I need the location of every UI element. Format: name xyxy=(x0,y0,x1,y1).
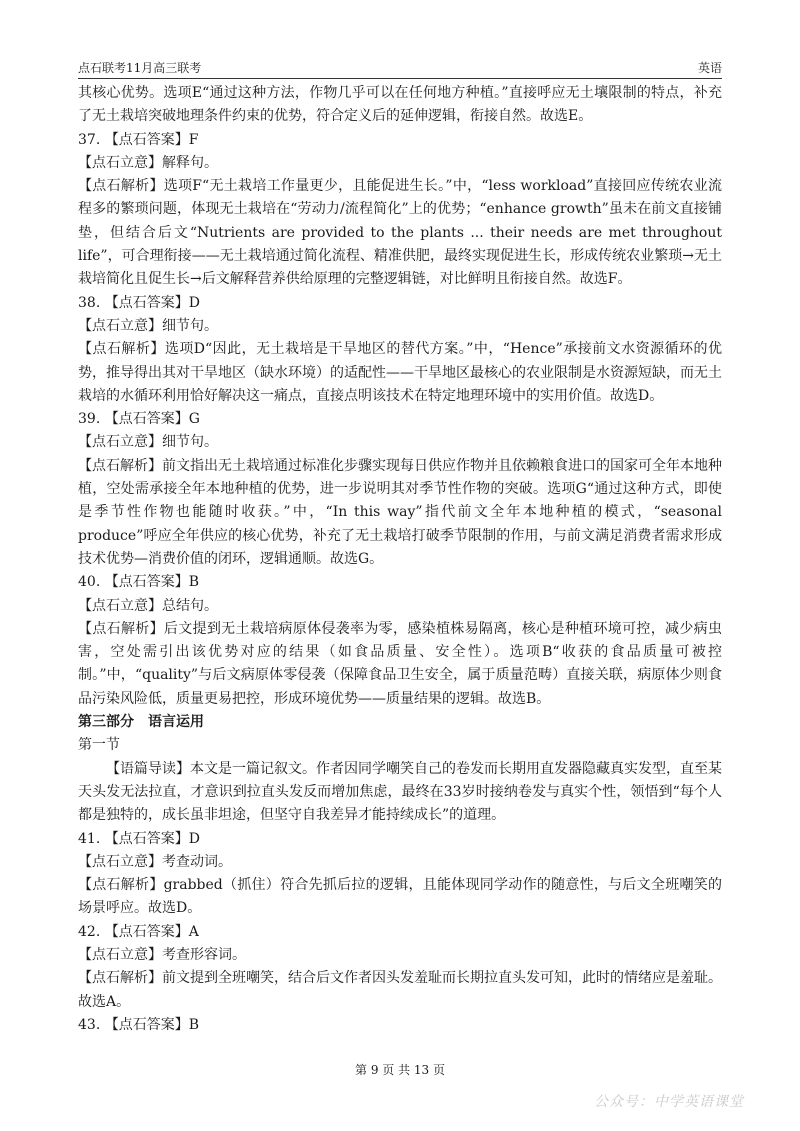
paragraph: 43. 【点石答案】B xyxy=(78,1016,200,1033)
paragraph: 其核心优势。选项E“通过这种方法，作物几乎可以在任何地方种植。”直接呼应无土壤限制的特点，补充了无土栽培突破地理条件约束的优势，符合定义后的延伸逻辑，衔接自然。故选E。 xyxy=(78,85,722,125)
paragraph: 【点石立意】细节句。 xyxy=(78,317,218,334)
paragraph: 【点石立意】总结句。 xyxy=(78,597,218,614)
paragraph: 【点石解析】前文指出无土栽培通过标准化步骤实现每日供应作物并且依赖粮食进口的国家可全年本地种植，空处需承接全年本地种植的优势，进一步说明其对季节性作物的突破。选项G“通过这种方式，即使是季节性作物也能随时收获。”中，“In this way”指代前文全年本地种植的模式，“seasonal produce”呼应全年供应的核心优势，补充了无土栽培打破季节限制的作用，与前文满足消费者需求形成技术优势—消费价值的闭环，逻辑通顺。故选G。 xyxy=(78,457,722,567)
section-heading: 第三部分 语言运用 xyxy=(78,714,204,731)
paragraph: 【点石立意】考查形容词。 xyxy=(78,946,246,963)
paragraph: 【点石解析】后文提到无土栽培病原体侵袭率为零，感染植株易隔离，核心是种植环境可控，减少病虫害，空处需引出该优势对应的结果（如食品质量、安全性）。选项B“收获的食品质量可被控制。”中，“quality”与后文病原体零侵袭（保障食品卫生安全，属于质量范畴）直接关联，病原体少则食品污染风险低，质量更易把控，形成环境优势——质量结果的逻辑。故选B。 xyxy=(78,620,722,707)
watermark: 公众号：中学英语课堂 xyxy=(594,1094,744,1110)
header-exam-title: 点石联考11月高三联考 xyxy=(78,61,202,75)
paragraph: 第一节 xyxy=(78,737,120,754)
paragraph: 【点石立意】细节句。 xyxy=(78,434,218,451)
page-number: 第 9 页 共 13 页 xyxy=(355,1063,445,1077)
paragraph: 40. 【点石答案】B xyxy=(78,574,200,591)
paragraph: 【点石解析】选项F“无土栽培工作量更少，且能促进生长。”中，“less workload”直接回应传统农业流程多的繁琐问题，体现无土栽培在“劳动力/流程简化”上的优势；“enhance growth”虽未在前文直接铺垫，但结合后文“Nutrients are provided to the plants ... their needs are met throughout life”，可合理衔接——无土栽培通过简化流程、精准供肥，最终实现促进生长，形成传统农业繁琐→无土栽培简化且促生长→后文解释营养供给原理的完整逻辑链，对比鲜明且衔接自然。故选F。 xyxy=(78,178,722,288)
header-subject: 英语 xyxy=(697,61,722,75)
paragraph: 38. 【点石答案】D xyxy=(78,294,200,311)
page-header xyxy=(78,56,722,79)
paragraph: 【点石立意】解释句。 xyxy=(78,154,218,171)
paragraph: 39. 【点石答案】G xyxy=(78,411,200,428)
paragraph: 41. 【点石答案】D xyxy=(78,830,200,847)
paragraph: 【点石立意】考查动词。 xyxy=(78,853,232,870)
paragraph: 【点石解析】前文提到全班嘲笑，结合后文作者因头发羞耻而长期拉直头发可知，此时的情绪应是羞耻。故选A。 xyxy=(78,970,722,1010)
paragraph: 42. 【点石答案】A xyxy=(78,923,199,940)
paragraph: 37. 【点石答案】F xyxy=(78,131,199,148)
paragraph: 【点石解析】grabbed（抓住）符合先抓后拉的逻辑，且能体现同学动作的随意性，与后文全班嘲笑的场景呼应。故选D。 xyxy=(78,877,722,917)
paragraph: 【语篇导读】本文是一篇记叙文。作者因同学嘲笑自己的卷发而长期用直发器隐藏真实发型，直至某天头发无法拉直，才意识到拉直头发反而增加焦虑，最终在33岁时接纳卷发与真实个性，领悟到“每个人都是独特的，成长虽非坦途，但坚守自我差异才能持续成长”的道理。 xyxy=(78,760,722,824)
document-body xyxy=(78,82,722,1037)
paragraph: 【点石解析】选项D“因此，无土栽培是干旱地区的替代方案。”中，“Hence”承接前文水资源循环的优势，推导得出其对干旱地区（缺水环境）的适配性——干旱地区最核心的农业限制是水资源短缺，而无土栽培的水循环利用恰好解决这一痛点，直接点明该技术在特定地理环境中的实用价值。故选D。 xyxy=(78,341,722,404)
